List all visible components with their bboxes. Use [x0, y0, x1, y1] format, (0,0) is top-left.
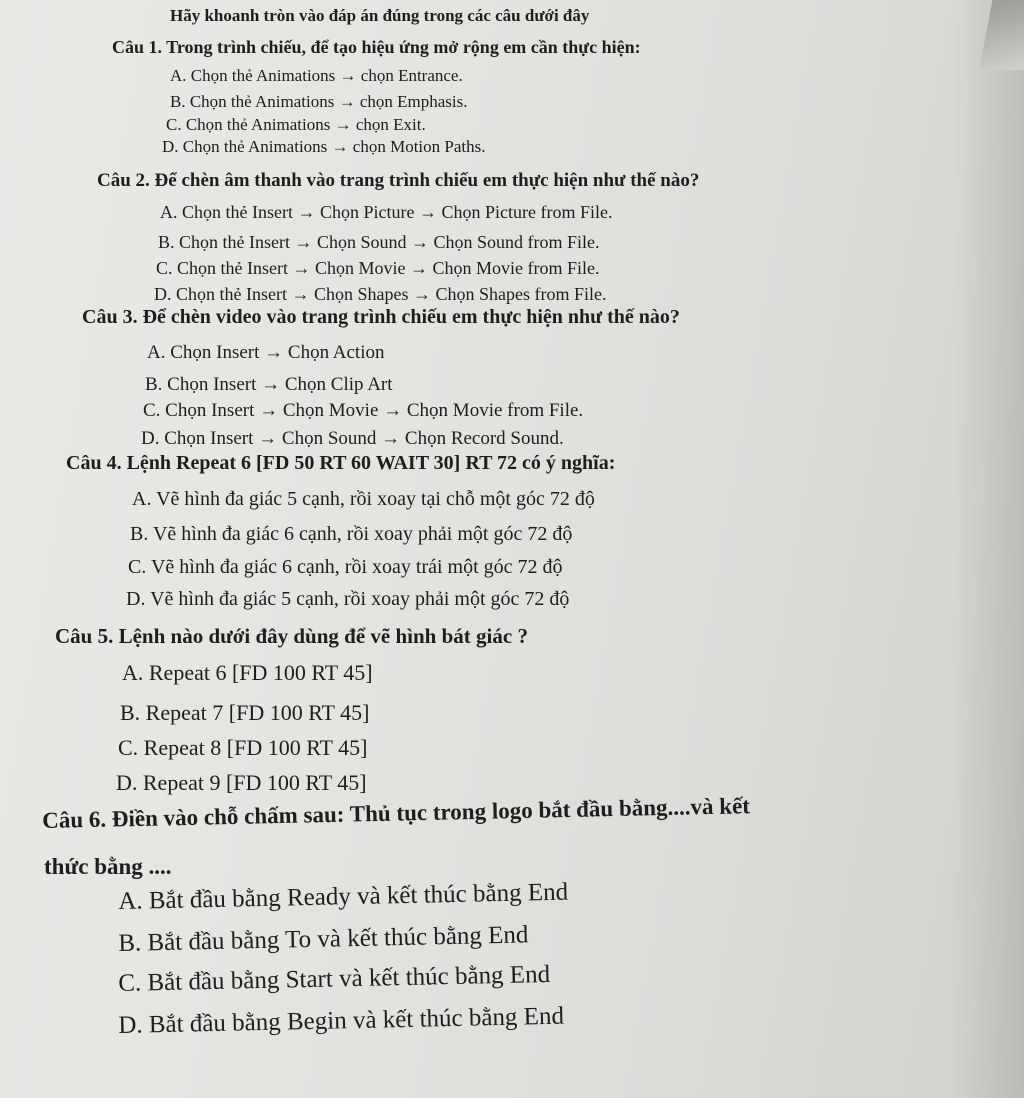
q1-option-c[interactable]: C. Chọn thẻ Animations → chọn Exit.	[166, 115, 426, 134]
question-5: Câu 5. Lệnh nào dưới đây dùng để vẽ hình bát giác ?	[55, 624, 528, 648]
q2-option-b[interactable]: B. Chọn thẻ Insert → Chọn Sound → Chọn Sound from File.	[158, 232, 600, 252]
q4-option-a[interactable]: A. Vẽ hình đa giác 5 cạnh, rồi xoay tại chỗ một góc 72 độ	[132, 488, 595, 510]
q6-option-a[interactable]: A. Bắt đầu bằng Ready và kết thúc bằng End	[118, 878, 569, 915]
question-4: Câu 4. Lệnh Repeat 6 [FD 50 RT 60 WAIT 30] RT 72 có ý nghĩa:	[66, 452, 616, 474]
q6-option-c[interactable]: C. Bắt đầu bằng Start và kết thúc bằng End	[118, 960, 551, 997]
q2-option-a[interactable]: A. Chọn thẻ Insert → Chọn Picture → Chọn Picture from File.	[160, 202, 613, 222]
q1-option-d[interactable]: D. Chọn thẻ Animations → chọn Motion Paths.	[162, 137, 486, 156]
q1-option-b[interactable]: B. Chọn thẻ Animations → chọn Emphasis.	[170, 92, 468, 111]
q6-option-b[interactable]: B. Bắt đầu bằng To và kết thúc bằng End	[118, 921, 529, 957]
question-1: Câu 1. Trong trình chiếu, để tạo hiệu ứng mở rộng em cần thực hiện:	[112, 37, 641, 57]
q2-option-d[interactable]: D. Chọn thẻ Insert → Chọn Shapes → Chọn Shapes from File.	[154, 284, 607, 304]
question-6-continued: thức bằng ....	[44, 854, 172, 879]
q5-option-d[interactable]: D. Repeat 9 [FD 100 RT 45]	[116, 770, 367, 795]
q5-option-c[interactable]: C. Repeat 8 [FD 100 RT 45]	[118, 735, 368, 760]
page-shadow	[954, 0, 1024, 1098]
worksheet-title: Hãy khoanh tròn vào đáp án đúng trong các câu dưới đây	[170, 6, 590, 25]
q3-option-c[interactable]: C. Chọn Insert → Chọn Movie → Chọn Movie from File.	[143, 400, 584, 421]
question-6: Câu 6. Điền vào chỗ chấm sau: Thủ tục trong logo bắt đầu bằng....và kết	[42, 793, 751, 833]
q4-option-d[interactable]: D. Vẽ hình đa giác 5 cạnh, rồi xoay phải một góc 72 độ	[126, 588, 570, 610]
q5-option-b[interactable]: B. Repeat 7 [FD 100 RT 45]	[120, 700, 370, 725]
q3-option-a[interactable]: A. Chọn Insert → Chọn Action	[147, 342, 385, 363]
q4-option-b[interactable]: B. Vẽ hình đa giác 6 cạnh, rồi xoay phải một góc 72 độ	[130, 523, 573, 545]
q2-option-c[interactable]: C. Chọn thẻ Insert → Chọn Movie → Chọn Movie from File.	[156, 258, 600, 278]
question-2: Câu 2. Để chèn âm thanh vào trang trình chiếu em thực hiện như thế nào?	[97, 170, 700, 191]
q5-option-a[interactable]: A. Repeat 6 [FD 100 RT 45]	[122, 660, 373, 685]
q6-option-d[interactable]: D. Bắt đầu bằng Begin và kết thúc bằng End	[118, 1002, 565, 1039]
q1-option-a[interactable]: A. Chọn thẻ Animations → chọn Entrance.	[170, 66, 463, 85]
q3-option-d[interactable]: D. Chọn Insert → Chọn Sound → Chọn Record Sound.	[141, 428, 564, 449]
q3-option-b[interactable]: B. Chọn Insert → Chọn Clip Art	[145, 374, 393, 395]
q4-option-c[interactable]: C. Vẽ hình đa giác 6 cạnh, rồi xoay trái một góc 72 độ	[128, 556, 563, 578]
question-3: Câu 3. Để chèn video vào trang trình chiếu em thực hiện như thế nào?	[82, 306, 680, 328]
